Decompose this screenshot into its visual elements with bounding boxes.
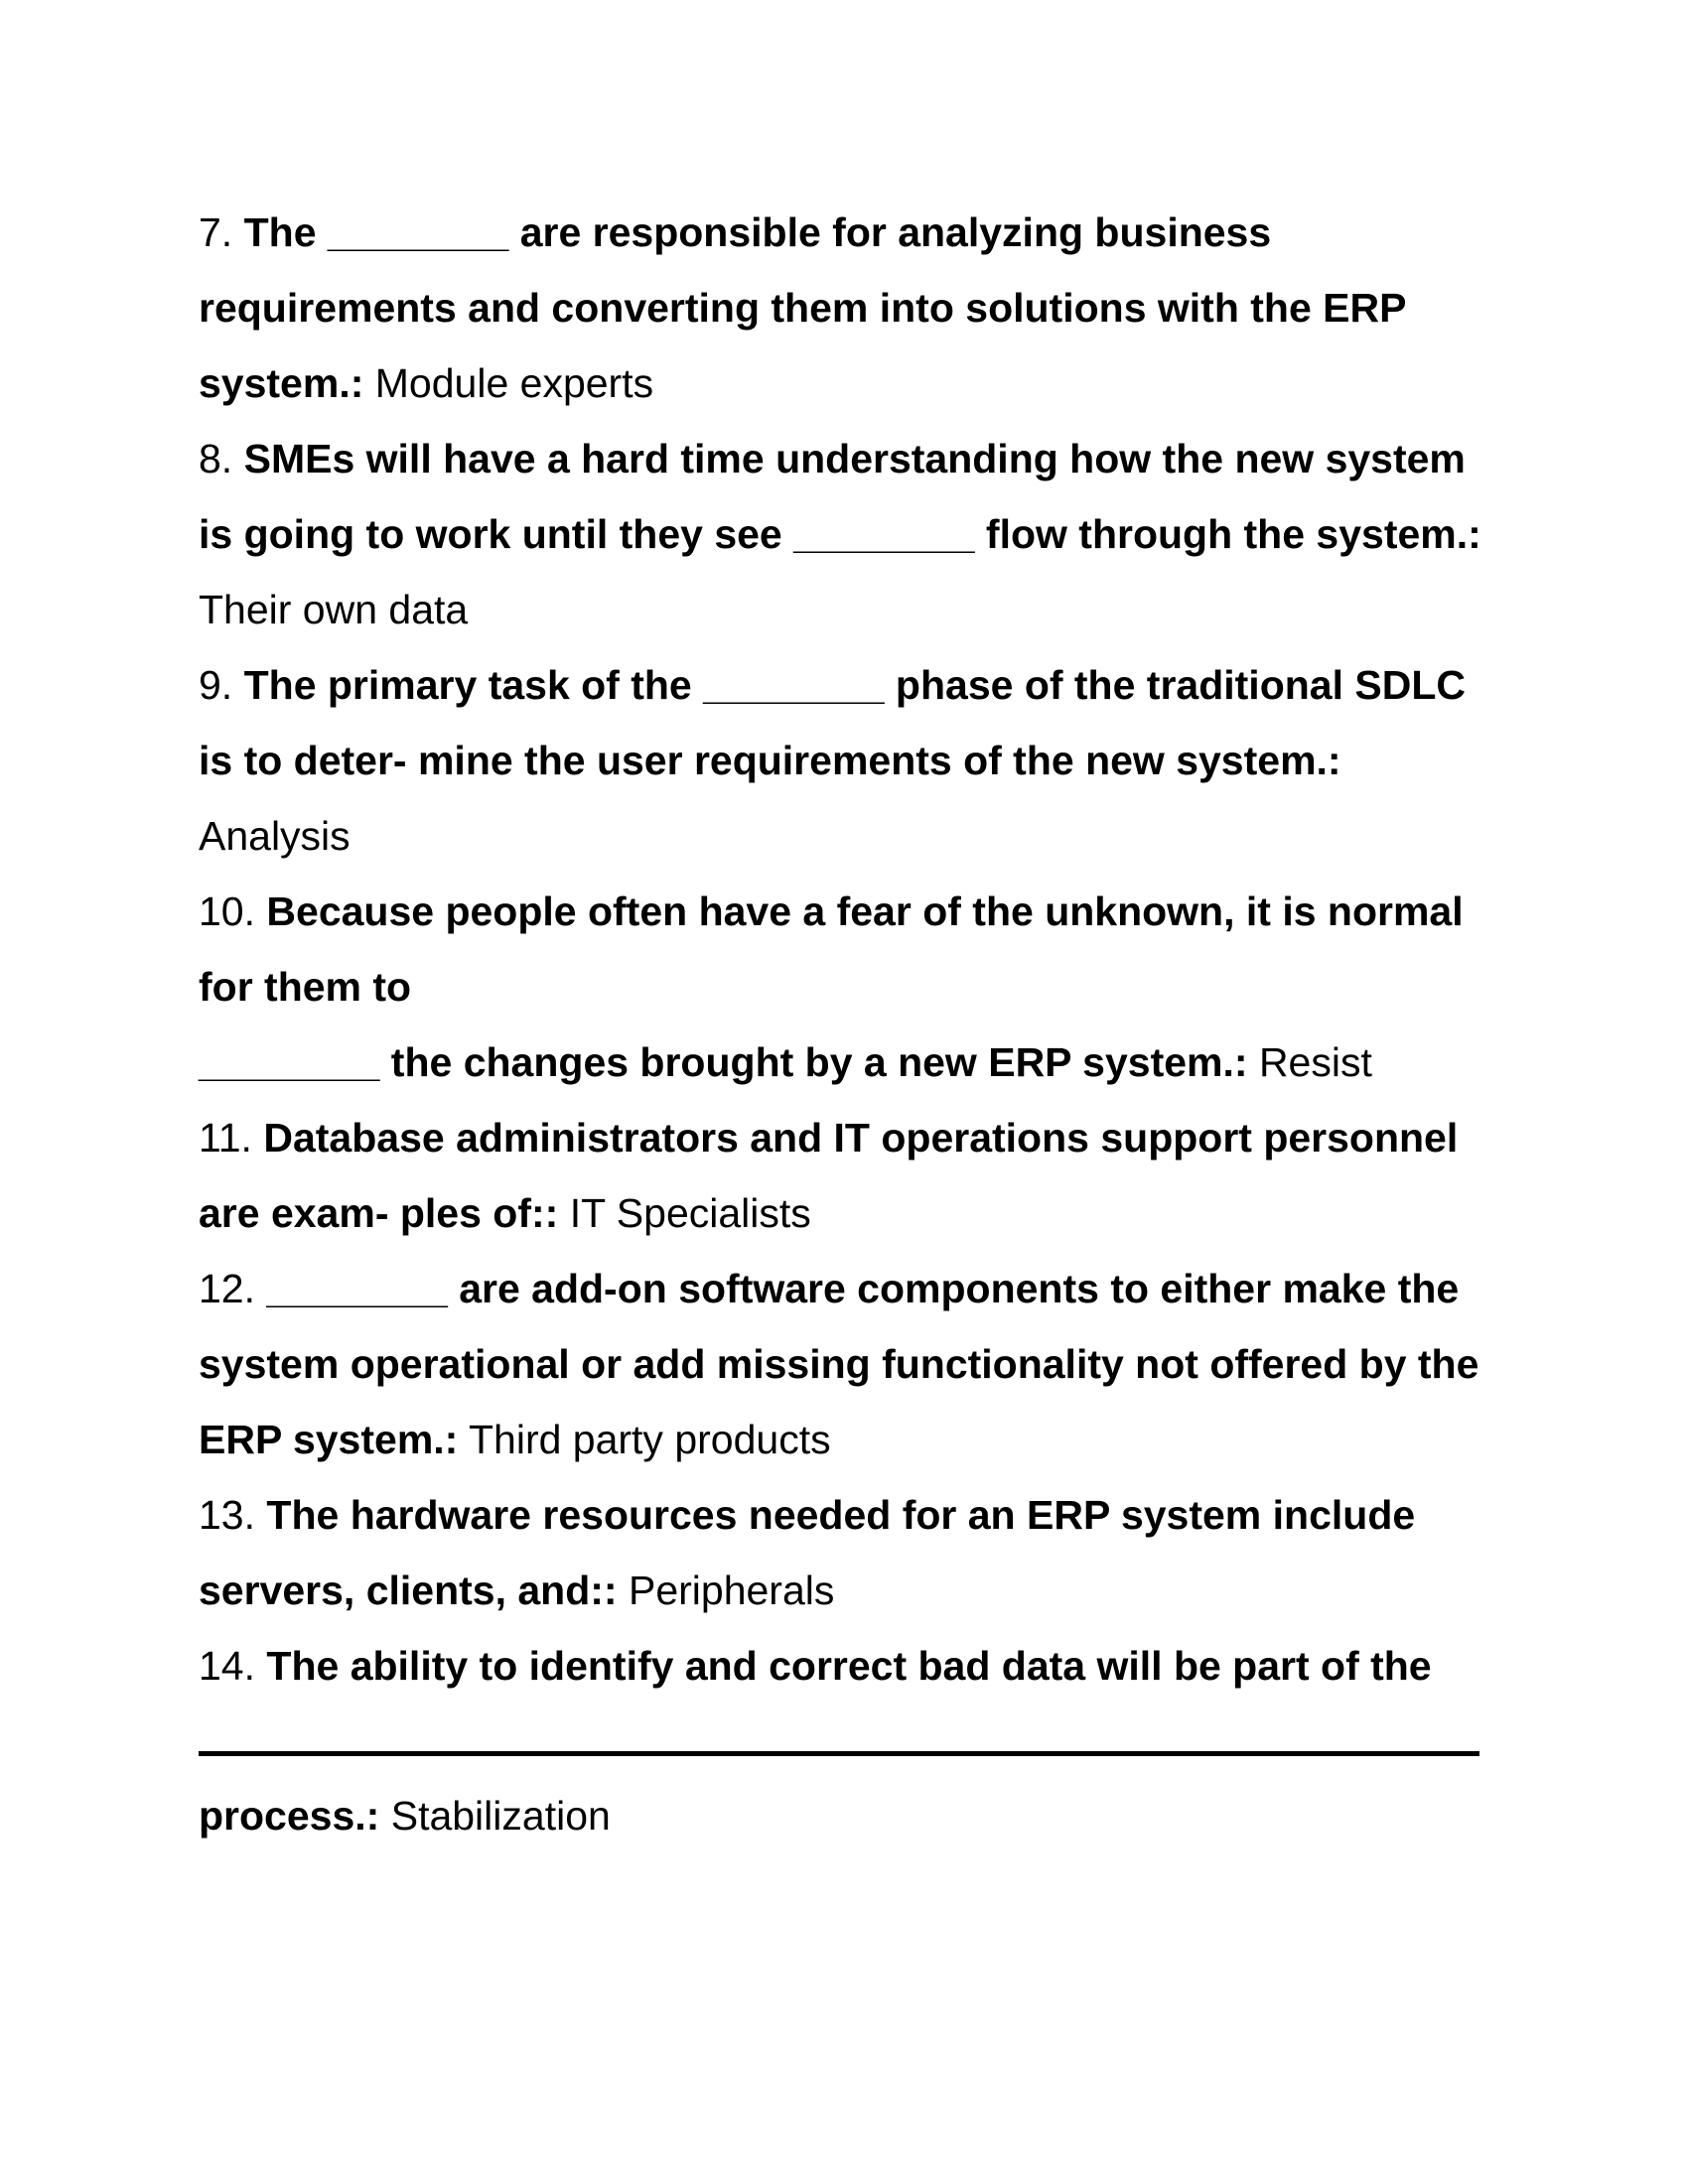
answer-text: Module experts — [374, 360, 654, 406]
question-text: The hardware resources needed for an ERP system include servers, clients, and:: — [199, 1492, 1416, 1613]
question-item-8 — [199, 421, 1489, 647]
question-number: 7. — [199, 209, 233, 255]
question-text-line-2: process.: — [199, 1793, 380, 1839]
question-text: Database administrators and IT operations support personnel are exam- ples of:: — [199, 1115, 1459, 1236]
question-number: 13. — [199, 1492, 255, 1538]
question-number: 8. — [199, 436, 233, 481]
question-number: 10. — [199, 888, 255, 934]
question-item-10 — [199, 874, 1489, 1100]
question-number: 14. — [199, 1643, 255, 1689]
document-page — [199, 195, 1489, 1853]
question-number: 9. — [199, 662, 233, 708]
question-text: The ________ are responsible for analyzing business requirements and converting them into solutions with the ERP system.: — [199, 209, 1406, 406]
question-item-11 — [199, 1100, 1489, 1251]
answer-text: Stabilization — [390, 1793, 611, 1839]
question-text: The primary task of the ________ phase of the traditional SDLC is to deter- mine the user requirements of the new system.: — [199, 662, 1466, 783]
answer-text: Third party products — [468, 1417, 831, 1462]
question-text: SMEs will have a hard time understanding how the new system is going to work until they see ________ flow through the system.: — [199, 436, 1481, 557]
answer-text: IT Specialists — [569, 1190, 811, 1236]
answer-text: Analysis — [199, 813, 351, 859]
question-number: 12. — [199, 1266, 255, 1311]
question-item-13 — [199, 1477, 1489, 1628]
question-item-12 — [199, 1251, 1489, 1477]
answer-text: Resist — [1258, 1039, 1372, 1085]
question-item-9 — [199, 647, 1489, 874]
question-item-14-continuation — [199, 1778, 1489, 1853]
question-text-line-1: Because people often have a fear of the unknown, it is normal for them to — [199, 888, 1464, 1010]
question-text-line-1: The ability to identify and correct bad data will be part of the — [266, 1643, 1432, 1689]
question-item-14 — [199, 1628, 1489, 1704]
question-text: ________ are add-on software components to either make the system operational or add missing functionality not offered by the ERP system.: — [199, 1266, 1479, 1462]
question-number: 11. — [199, 1115, 252, 1160]
question-item-7 — [199, 195, 1489, 421]
answer-text: Peripherals — [628, 1568, 835, 1613]
question-text-line-2: ________ the changes brought by a new ERP system.: — [199, 1039, 1248, 1085]
answer-blank-line — [199, 1751, 1479, 1756]
answer-text: Their own data — [199, 587, 469, 632]
